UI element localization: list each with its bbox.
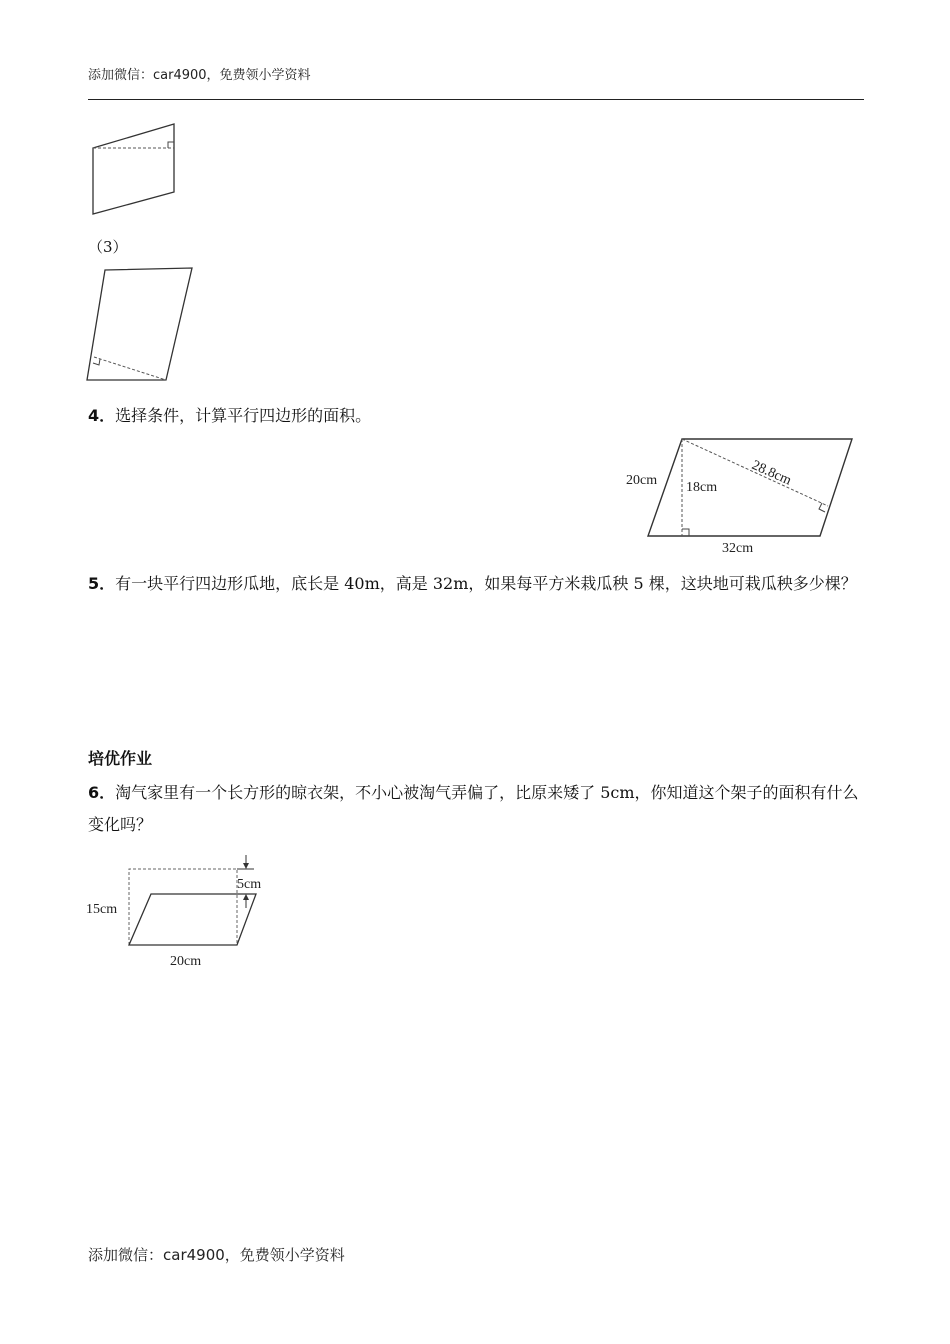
parallelogram-3-height-dashed [94,357,166,380]
q6-label-drop: 5cm [237,877,262,892]
question-5-text: 有一块平行四边形瓜地，底长是 40m，高是 32m，如果每平方米栽瓜秧 5 棵，这块地可栽瓜秧多少棵？ [115,574,857,593]
q4-parallelogram-outline [648,439,852,536]
q4-parallelogram-figure [620,430,870,560]
q6-label-height: 15cm [86,902,118,917]
question-5-number: 5． [88,574,116,593]
section-title: 培优作业 [88,749,153,768]
q4-label-left-side: 20cm [626,473,658,488]
q4-height-right-angle [682,529,689,536]
question-4-text: 选择条件，计算平行四边形的面积。 [115,406,372,425]
q6-label-base: 20cm [170,954,202,969]
parallelogram-figure-2 [90,122,180,217]
q6-arrow-down-head [243,863,249,869]
question-4-number: 4． [88,406,116,425]
parallelogram-3-outline [87,268,192,380]
parallelogram-figure-3 [84,266,199,386]
q4-label-diagonal-height: 28.8cm [749,457,794,489]
parallelogram-2-right-angle [168,142,174,148]
parallelogram-2-outline [93,124,174,214]
q6-arrow-up-head [243,894,249,900]
question-4 [88,400,866,432]
figure-label-3: （3） [88,238,128,256]
header-divider [88,99,864,100]
page-header: 添加微信：car4900，免费领小学资料 [88,68,311,83]
q4-label-height: 18cm [686,480,718,495]
q4-label-base: 32cm [722,541,754,556]
page-footer: 添加微信：car4900，免费领小学资料 [88,1246,345,1264]
question-6-text: 淘气家里有一个长方形的晾衣架，不小心被淘气弄偏了，比原来矮了 5cm，你知道这个架子的面积有什么变化吗？ [88,783,859,834]
parallelogram-3-right-angle [93,359,100,365]
question-5 [88,568,866,600]
q6-figure [86,852,281,972]
question-6-number: 6． [88,783,116,802]
question-6 [88,777,866,841]
